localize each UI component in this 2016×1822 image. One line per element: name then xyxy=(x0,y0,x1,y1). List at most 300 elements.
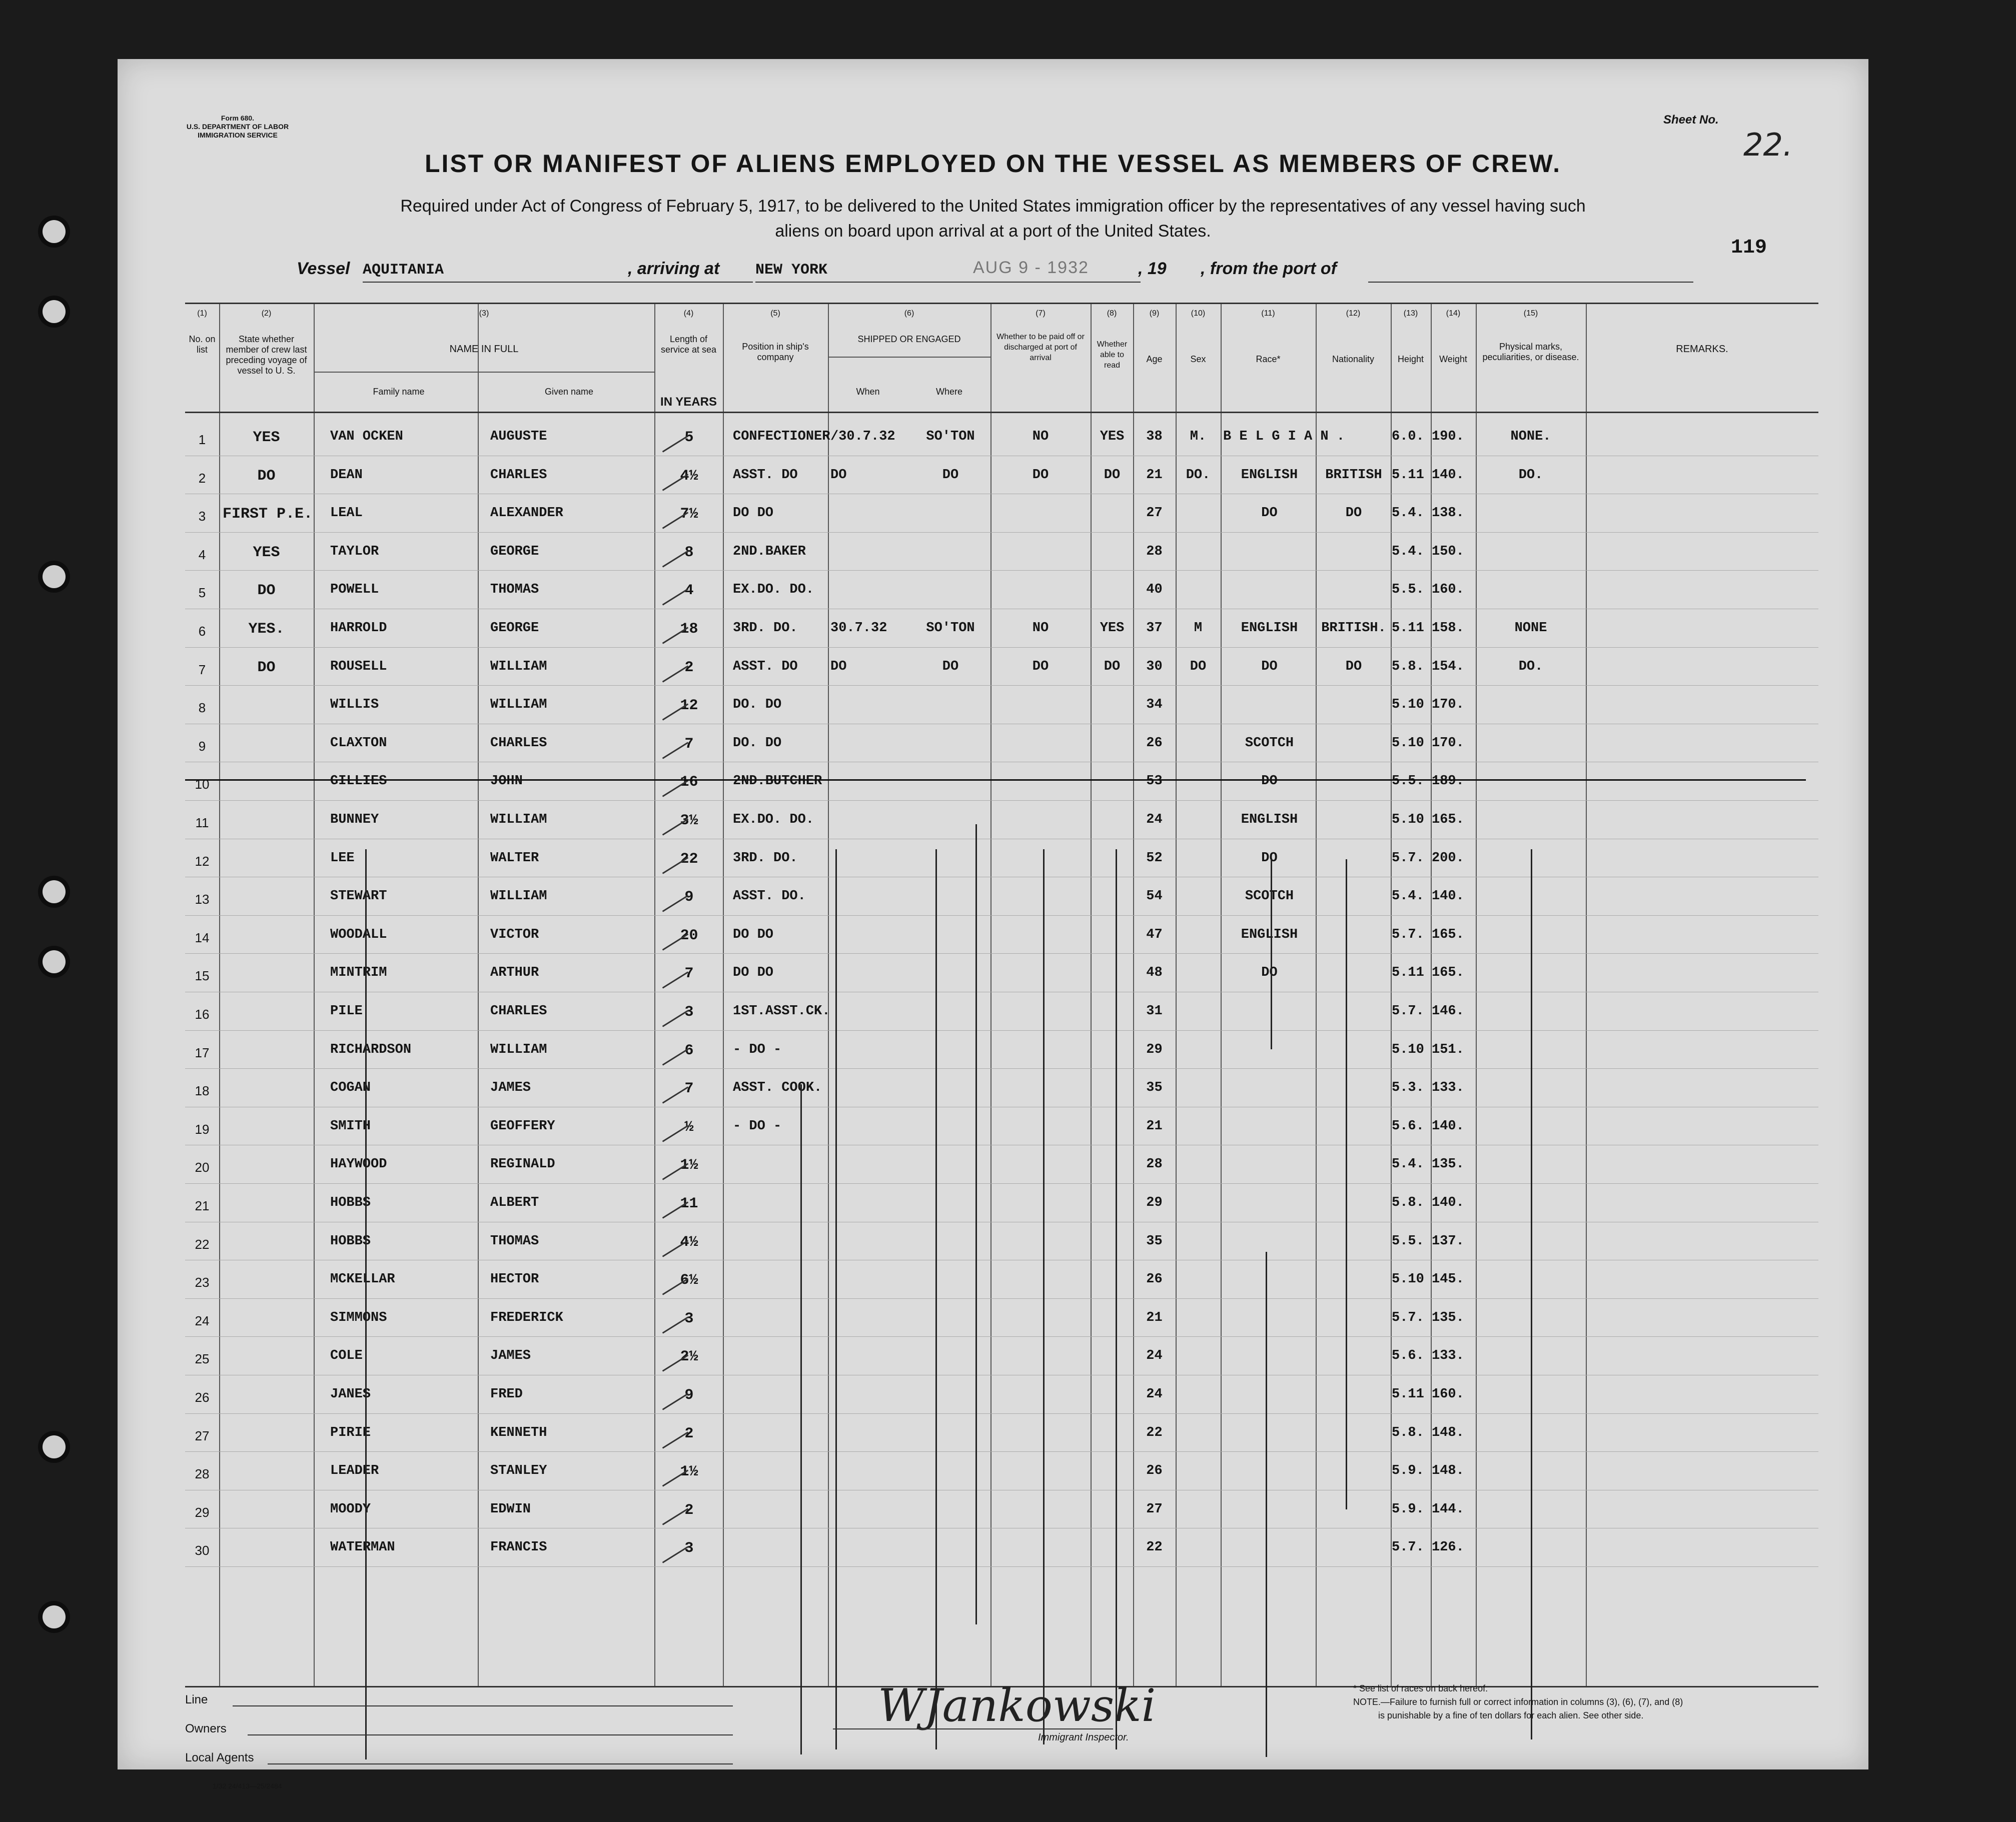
cell-weight: 145. xyxy=(1432,1272,1464,1287)
cell-given: GEORGE xyxy=(490,621,539,636)
header-where: Where xyxy=(935,387,962,397)
cell-weight: 133. xyxy=(1432,1348,1464,1364)
cell-family: HOBBS xyxy=(330,1195,371,1210)
cell-read: YES xyxy=(1100,429,1125,444)
cell-marks: DO. xyxy=(1518,467,1543,483)
cell-family: ROUSELL xyxy=(330,659,387,674)
header-physical-marks: Physical marks, peculiarities, or disease. xyxy=(1482,342,1579,362)
row-number: 19 xyxy=(195,1121,210,1137)
cell-weight: 165. xyxy=(1432,965,1464,981)
date-stamp: AUG 9 - 1932 xyxy=(973,258,1089,277)
cell-given: WILLIAM xyxy=(490,812,547,827)
cell-given: EDWIN xyxy=(490,1501,531,1517)
cell-family: PIRIE xyxy=(330,1425,371,1440)
row-number: 16 xyxy=(195,1007,210,1022)
cell-age: 24 xyxy=(1146,1387,1163,1402)
cell-family: HARROLD xyxy=(330,621,387,636)
inspector-label: Immigrant Inspector. xyxy=(1038,1732,1129,1743)
cell-given: CHARLES xyxy=(490,735,547,751)
cell-service: 6 xyxy=(684,1042,694,1059)
row-number: 5 xyxy=(198,585,206,601)
cell-service: 7 xyxy=(684,965,694,983)
cell-race: DO xyxy=(1261,659,1278,674)
cell-position: 2ND.BAKER xyxy=(733,544,806,559)
row-divider xyxy=(185,647,1818,648)
cell-service: 20 xyxy=(680,927,698,944)
row-divider xyxy=(185,1183,1818,1184)
print-code: 1/32 24/413—25/2484 xyxy=(213,1782,282,1790)
row-number: 28 xyxy=(195,1466,210,1482)
cell-when: /30.7.32 xyxy=(830,429,895,444)
row-divider xyxy=(185,953,1818,954)
cell-sex: DO xyxy=(1190,659,1207,674)
header-race: Race* xyxy=(1256,354,1281,364)
cell-age: 27 xyxy=(1146,1501,1163,1517)
row-number: 9 xyxy=(198,738,206,754)
ditto-line xyxy=(1531,849,1532,1739)
cell-where: SO'TON xyxy=(926,621,975,636)
cell-height: 6.0. xyxy=(1392,429,1424,444)
cell-prev: YES. xyxy=(248,621,285,638)
cell-race: ENGLISH xyxy=(1241,812,1298,827)
cell-height: 5.4. xyxy=(1392,544,1424,559)
ditto-line xyxy=(835,849,837,1749)
cell-height: 5.10 xyxy=(1392,735,1424,751)
cell-height: 5.8. xyxy=(1392,659,1424,674)
cell-height: 5.6. xyxy=(1392,1348,1424,1364)
binder-hole xyxy=(43,300,66,323)
cell-given: WALTER xyxy=(490,850,539,866)
cell-given: WILLIAM xyxy=(490,697,547,713)
cell-race: DO xyxy=(1261,506,1278,521)
cell-service: 16 xyxy=(680,774,698,791)
header-name: NAME IN FULL xyxy=(449,344,519,355)
cell-service: 3 xyxy=(684,1004,694,1021)
cell-read: DO xyxy=(1104,659,1121,674)
cell-family: WILLIS xyxy=(330,697,379,713)
vessel-underline xyxy=(363,282,753,283)
cell-height: 5.7. xyxy=(1392,927,1424,942)
cell-position: EX.DO. DO. xyxy=(733,812,814,827)
cell-race: SCOTCH xyxy=(1245,735,1294,751)
cell-given: WILLIAM xyxy=(490,1042,547,1057)
cell-position: 3RD. DO. xyxy=(733,850,798,866)
cell-prev: DO xyxy=(257,659,276,676)
cell-age: 21 xyxy=(1146,467,1163,483)
cell-position: CONFECTIONER xyxy=(733,429,830,444)
cell-weight: 165. xyxy=(1432,927,1464,942)
cell-position: ASST. DO xyxy=(733,659,798,674)
manifest-sheet xyxy=(118,59,1868,1790)
cell-given: JAMES xyxy=(490,1080,531,1096)
cell-height: 5.9. xyxy=(1392,1463,1424,1479)
cell-family: LEE xyxy=(330,850,355,866)
row-divider xyxy=(185,1413,1818,1414)
cell-family: RICHARDSON xyxy=(330,1042,412,1057)
vessel-name: AQUITANIA xyxy=(363,262,444,279)
col-num: (1) xyxy=(197,309,207,318)
cell-service: 3 xyxy=(684,1540,694,1557)
cell-height: 5.5. xyxy=(1392,1233,1424,1249)
header-prev-voyage: State whether member of crew last preceding voyage of vessel to U. S. xyxy=(226,334,307,376)
cell-given: CHARLES xyxy=(490,1004,547,1019)
cell-sex: DO. xyxy=(1186,467,1211,483)
cell-weight: 126. xyxy=(1432,1540,1464,1555)
cell-paid: NO xyxy=(1032,621,1049,636)
cell-marks: NONE xyxy=(1514,621,1547,636)
cell-given: ALEXANDER xyxy=(490,506,563,521)
cell-race: ENGLISH xyxy=(1241,621,1298,636)
year-label: , 19 xyxy=(1138,259,1167,278)
cell-family: SMITH xyxy=(330,1118,371,1134)
cell-age: 28 xyxy=(1146,1157,1163,1172)
header-given-name: Given name xyxy=(544,387,594,397)
col-num: (4) xyxy=(683,309,694,318)
form-service: IMMIGRATION SERVICE xyxy=(198,131,278,139)
header-weight: Weight xyxy=(1439,354,1467,364)
cell-given: REGINALD xyxy=(490,1157,555,1172)
cell-weight: 137. xyxy=(1432,1233,1464,1249)
cell-service: 4½ xyxy=(680,467,698,485)
header-remarks: REMARKS. xyxy=(1676,344,1728,355)
header-age: Age xyxy=(1146,354,1163,364)
cell-age: 29 xyxy=(1146,1042,1163,1057)
cell-height: 5.8. xyxy=(1392,1425,1424,1440)
cell-paid: DO xyxy=(1032,467,1049,483)
cell-height: 5.10 xyxy=(1392,1272,1424,1287)
row-number: 2 xyxy=(198,470,206,486)
page-number: 119 xyxy=(1731,237,1767,259)
row-number: 3 xyxy=(198,509,206,524)
cell-age: 29 xyxy=(1146,1195,1163,1210)
subtitle-line-1: Required under Act of Congress of February 5, 1917, to be delivered to the United States immigration officer by the representatives of any vessel having such xyxy=(400,197,1586,216)
col-num: (5) xyxy=(770,309,780,318)
cell-weight: 140. xyxy=(1432,1118,1464,1134)
row-number: 20 xyxy=(195,1160,210,1175)
cell-height: 5.10 xyxy=(1392,1042,1424,1057)
row-5-strikethrough xyxy=(185,779,1806,781)
cell-service: 5 xyxy=(684,429,694,446)
footer-owners-label: Owners xyxy=(185,1722,227,1735)
row-number: 22 xyxy=(195,1236,210,1252)
cell-given: VICTOR xyxy=(490,927,539,942)
arriving-port: NEW YORK xyxy=(755,262,828,279)
cell-service: 3 xyxy=(684,1310,694,1327)
inspector-signature: WJankowski xyxy=(878,1679,1156,1732)
row-divider xyxy=(185,570,1818,571)
cell-height: 5.7. xyxy=(1392,1004,1424,1019)
cell-weight: 148. xyxy=(1432,1463,1464,1479)
binder-hole xyxy=(43,1435,66,1458)
row-divider xyxy=(185,1451,1818,1452)
cell-prev: FIRST P.E. xyxy=(223,506,313,523)
row-number: 27 xyxy=(195,1428,210,1443)
cell-given: JOHN xyxy=(490,774,523,789)
cell-nationality: BRITISH xyxy=(1325,467,1382,483)
form-department: U.S. DEPARTMENT OF LABOR xyxy=(186,123,289,131)
cell-position: DO. DO xyxy=(733,697,782,713)
binder-hole xyxy=(43,950,66,973)
header-read: Whether able to read xyxy=(1097,340,1128,370)
cell-service: 1½ xyxy=(680,1157,698,1174)
cell-age: 37 xyxy=(1146,621,1163,636)
cell-age: 24 xyxy=(1146,1348,1163,1364)
cell-family: COLE xyxy=(330,1348,363,1364)
crew-table xyxy=(185,303,1818,1687)
cell-when: DO xyxy=(830,659,847,674)
cell-age: 28 xyxy=(1146,544,1163,559)
row-number: 17 xyxy=(195,1045,210,1060)
cell-age: 27 xyxy=(1146,506,1163,521)
col-num: (9) xyxy=(1149,309,1160,318)
cell-nationality: DO xyxy=(1345,506,1362,521)
cell-service: 4½ xyxy=(680,1233,698,1251)
cell-race: DO xyxy=(1261,965,1278,981)
cell-family: WATERMAN xyxy=(330,1540,395,1555)
cell-age: 35 xyxy=(1146,1233,1163,1249)
row-number: 25 xyxy=(195,1351,210,1367)
cell-height: 5.9. xyxy=(1392,1501,1424,1517)
cell-service: 8 xyxy=(684,544,694,561)
cell-family: LEADER xyxy=(330,1463,379,1479)
cell-weight: 158. xyxy=(1432,621,1464,636)
cell-weight: 160. xyxy=(1432,582,1464,598)
header-no: No. on list xyxy=(189,334,216,355)
ditto-line xyxy=(800,1084,802,1754)
cell-given: FRED xyxy=(490,1387,523,1402)
cell-given: FREDERICK xyxy=(490,1310,563,1325)
cell-position: EX.DO. DO. xyxy=(733,582,814,598)
cell-family: STEWART xyxy=(330,889,387,904)
ditto-line xyxy=(1043,849,1045,1744)
form-block xyxy=(163,114,313,140)
cell-position: - DO - xyxy=(733,1042,782,1057)
cell-position: DO. DO xyxy=(733,735,782,751)
cell-service: 3½ xyxy=(680,812,698,829)
ditto-line xyxy=(935,849,937,1749)
line-underline xyxy=(233,1705,733,1706)
cell-weight: 140. xyxy=(1432,889,1464,904)
row-number: 6 xyxy=(198,624,206,639)
cell-position: - DO - xyxy=(733,1118,782,1134)
cell-read: DO xyxy=(1104,467,1121,483)
cell-weight: 135. xyxy=(1432,1310,1464,1325)
ditto-line xyxy=(975,824,977,1624)
cell-position: DO DO xyxy=(733,965,774,981)
arriving-label: , arriving at xyxy=(628,259,720,278)
cell-service: 12 xyxy=(680,697,698,715)
vessel-label: Vessel xyxy=(297,259,350,278)
cell-position: ASST. COOK. xyxy=(733,1080,822,1096)
cell-position: 2ND.BUTCHER xyxy=(733,774,822,789)
binder-hole xyxy=(43,1605,66,1628)
header-when: When xyxy=(856,387,880,397)
cell-age: 38 xyxy=(1146,429,1163,444)
form-number: Form 680. xyxy=(221,114,255,122)
cell-age: 48 xyxy=(1146,965,1163,981)
cell-nationality: DO xyxy=(1345,659,1362,674)
cell-where: DO xyxy=(942,467,959,483)
arriving-underline xyxy=(755,282,1141,283)
cell-height: 5.8. xyxy=(1392,1195,1424,1210)
col-num: (12) xyxy=(1346,309,1361,318)
ditto-line xyxy=(365,849,367,1759)
cell-service: ½ xyxy=(684,1118,694,1136)
header-height: Height xyxy=(1397,354,1424,364)
row-number: 12 xyxy=(195,853,210,869)
cell-weight: 165. xyxy=(1432,812,1464,827)
cell-height: 5.11 xyxy=(1392,965,1424,981)
cell-read: YES xyxy=(1100,621,1125,636)
cell-height: 5.11 xyxy=(1392,1387,1424,1402)
cell-weight: 148. xyxy=(1432,1425,1464,1440)
cell-given: STANLEY xyxy=(490,1463,547,1479)
cell-given: GEORGE xyxy=(490,544,539,559)
cell-height: 5.11 xyxy=(1392,467,1424,483)
cell-position: 1ST.ASST.CK. xyxy=(733,1004,830,1019)
footnote-race: * See list of races on back hereof. xyxy=(1353,1683,1488,1693)
cell-age: 22 xyxy=(1146,1425,1163,1440)
cell-service: 1½ xyxy=(680,1463,698,1481)
cell-age: 21 xyxy=(1146,1310,1163,1325)
cell-family: SIMMONS xyxy=(330,1310,387,1325)
cell-height: 5.4. xyxy=(1392,1157,1424,1172)
cell-given: ARTHUR xyxy=(490,965,539,981)
cell-family: GILLIES xyxy=(330,774,387,789)
cell-service: 11 xyxy=(680,1195,698,1212)
cell-weight: 138. xyxy=(1432,506,1464,521)
cell-weight: 170. xyxy=(1432,697,1464,713)
cell-service: 2 xyxy=(684,1501,694,1519)
row-number: 10 xyxy=(195,777,210,792)
cell-position: DO DO xyxy=(733,506,774,521)
sheet-label: Sheet No. xyxy=(1663,113,1719,127)
cell-given: FRANCIS xyxy=(490,1540,547,1555)
cell-position: ASST. DO xyxy=(733,467,798,483)
cell-family: HAYWOOD xyxy=(330,1157,387,1172)
ditto-line xyxy=(1271,859,1272,1049)
cell-position: 3RD. DO. xyxy=(733,621,798,636)
cell-given: HECTOR xyxy=(490,1272,539,1287)
col-num: (13) xyxy=(1403,309,1418,318)
cell-weight: 146. xyxy=(1432,1004,1464,1019)
row-divider xyxy=(185,532,1818,533)
cell-paid: NO xyxy=(1032,429,1049,444)
row-number: 11 xyxy=(195,815,209,830)
cell-age: 26 xyxy=(1146,1463,1163,1479)
cell-age: 47 xyxy=(1146,927,1163,942)
cell-age: 21 xyxy=(1146,1118,1163,1134)
cell-family: TAYLOR xyxy=(330,544,379,559)
cell-given: THOMAS xyxy=(490,582,539,598)
ditto-line xyxy=(1266,1252,1267,1757)
ditto-line xyxy=(1346,859,1347,1509)
cell-family: BUNNEY xyxy=(330,812,379,827)
cell-when: DO xyxy=(830,467,847,483)
cell-given: CHARLES xyxy=(490,467,547,483)
cell-age: 52 xyxy=(1146,850,1163,866)
from-port-label: , from the port of xyxy=(1201,259,1337,278)
col-num: (7) xyxy=(1036,309,1046,318)
cell-given: JAMES xyxy=(490,1348,531,1364)
cell-service: 7½ xyxy=(680,506,698,523)
header-family-name: Family name xyxy=(373,387,425,397)
cell-given: WILLIAM xyxy=(490,889,547,904)
cell-weight: 190. xyxy=(1432,429,1464,444)
page-title: LIST OR MANIFEST OF ALIENS EMPLOYED ON THE VESSEL AS MEMBERS OF CREW. xyxy=(425,150,1561,178)
cell-weight: 151. xyxy=(1432,1042,1464,1057)
row-number: 4 xyxy=(198,547,206,562)
cell-race: ENGLISH xyxy=(1241,927,1298,942)
cell-service: 2 xyxy=(684,1425,694,1442)
cell-height: 5.10 xyxy=(1392,812,1424,827)
cell-prev: YES xyxy=(253,429,280,446)
cell-nationality: BRITISH. xyxy=(1321,621,1386,636)
subtitle-line-2: aliens on board upon arrival at a port of the United States. xyxy=(775,222,1211,241)
header-paid-off: Whether to be paid off or discharged at port of arrival xyxy=(996,333,1085,362)
cell-family: WOODALL xyxy=(330,927,387,942)
cell-service: 18 xyxy=(680,621,698,638)
cell-height: 5.11 xyxy=(1392,621,1424,636)
cell-race: ENGLISH xyxy=(1241,467,1298,483)
agents-underline xyxy=(268,1763,733,1764)
cell-marks: NONE. xyxy=(1510,429,1551,444)
cell-age: 26 xyxy=(1146,735,1163,751)
cell-service: 9 xyxy=(684,889,694,906)
row-number: 13 xyxy=(195,892,210,907)
row-number: 7 xyxy=(198,662,206,677)
col-num: (2) xyxy=(261,309,272,318)
col-num: (10) xyxy=(1191,309,1206,318)
row-divider xyxy=(185,1566,1818,1567)
cell-family: VAN OCKEN xyxy=(330,429,403,444)
cell-weight: 189. xyxy=(1432,774,1464,789)
cell-weight: 140. xyxy=(1432,467,1464,483)
row-divider xyxy=(185,1298,1818,1299)
col-num: (14) xyxy=(1446,309,1461,318)
cell-age: 34 xyxy=(1146,697,1163,713)
cell-family: MCKELLAR xyxy=(330,1272,395,1287)
cell-family: DEAN xyxy=(330,467,363,483)
col-num: (15) xyxy=(1523,309,1538,318)
cell-weight: 154. xyxy=(1432,659,1464,674)
cell-position: ASST. DO. xyxy=(733,889,806,904)
cell-weight: 200. xyxy=(1432,850,1464,866)
cell-age: 35 xyxy=(1146,1080,1163,1096)
header-service-years: IN YEARS xyxy=(660,395,717,409)
cell-age: 31 xyxy=(1146,1004,1163,1019)
cell-service: 2½ xyxy=(680,1348,698,1366)
row-divider xyxy=(185,685,1818,686)
header-shipped: SHIPPED OR ENGAGED xyxy=(857,334,961,344)
cell-sex: M xyxy=(1194,621,1203,636)
row-number: 29 xyxy=(195,1504,210,1520)
cell-height: 5.7. xyxy=(1392,850,1424,866)
cell-prev: DO xyxy=(257,467,276,485)
cell-prev: DO xyxy=(257,582,276,600)
cell-given: GEOFFERY xyxy=(490,1118,555,1134)
cell-height: 5.5. xyxy=(1392,582,1424,598)
cell-age: 30 xyxy=(1146,659,1163,674)
cell-position: DO DO xyxy=(733,927,774,942)
cell-age: 26 xyxy=(1146,1272,1163,1287)
row-number: 8 xyxy=(198,700,206,716)
binder-hole xyxy=(43,880,66,903)
row-divider xyxy=(185,915,1818,916)
col-num: (8) xyxy=(1107,309,1117,318)
cell-weight: 140. xyxy=(1432,1195,1464,1210)
header-sex: Sex xyxy=(1190,354,1206,364)
